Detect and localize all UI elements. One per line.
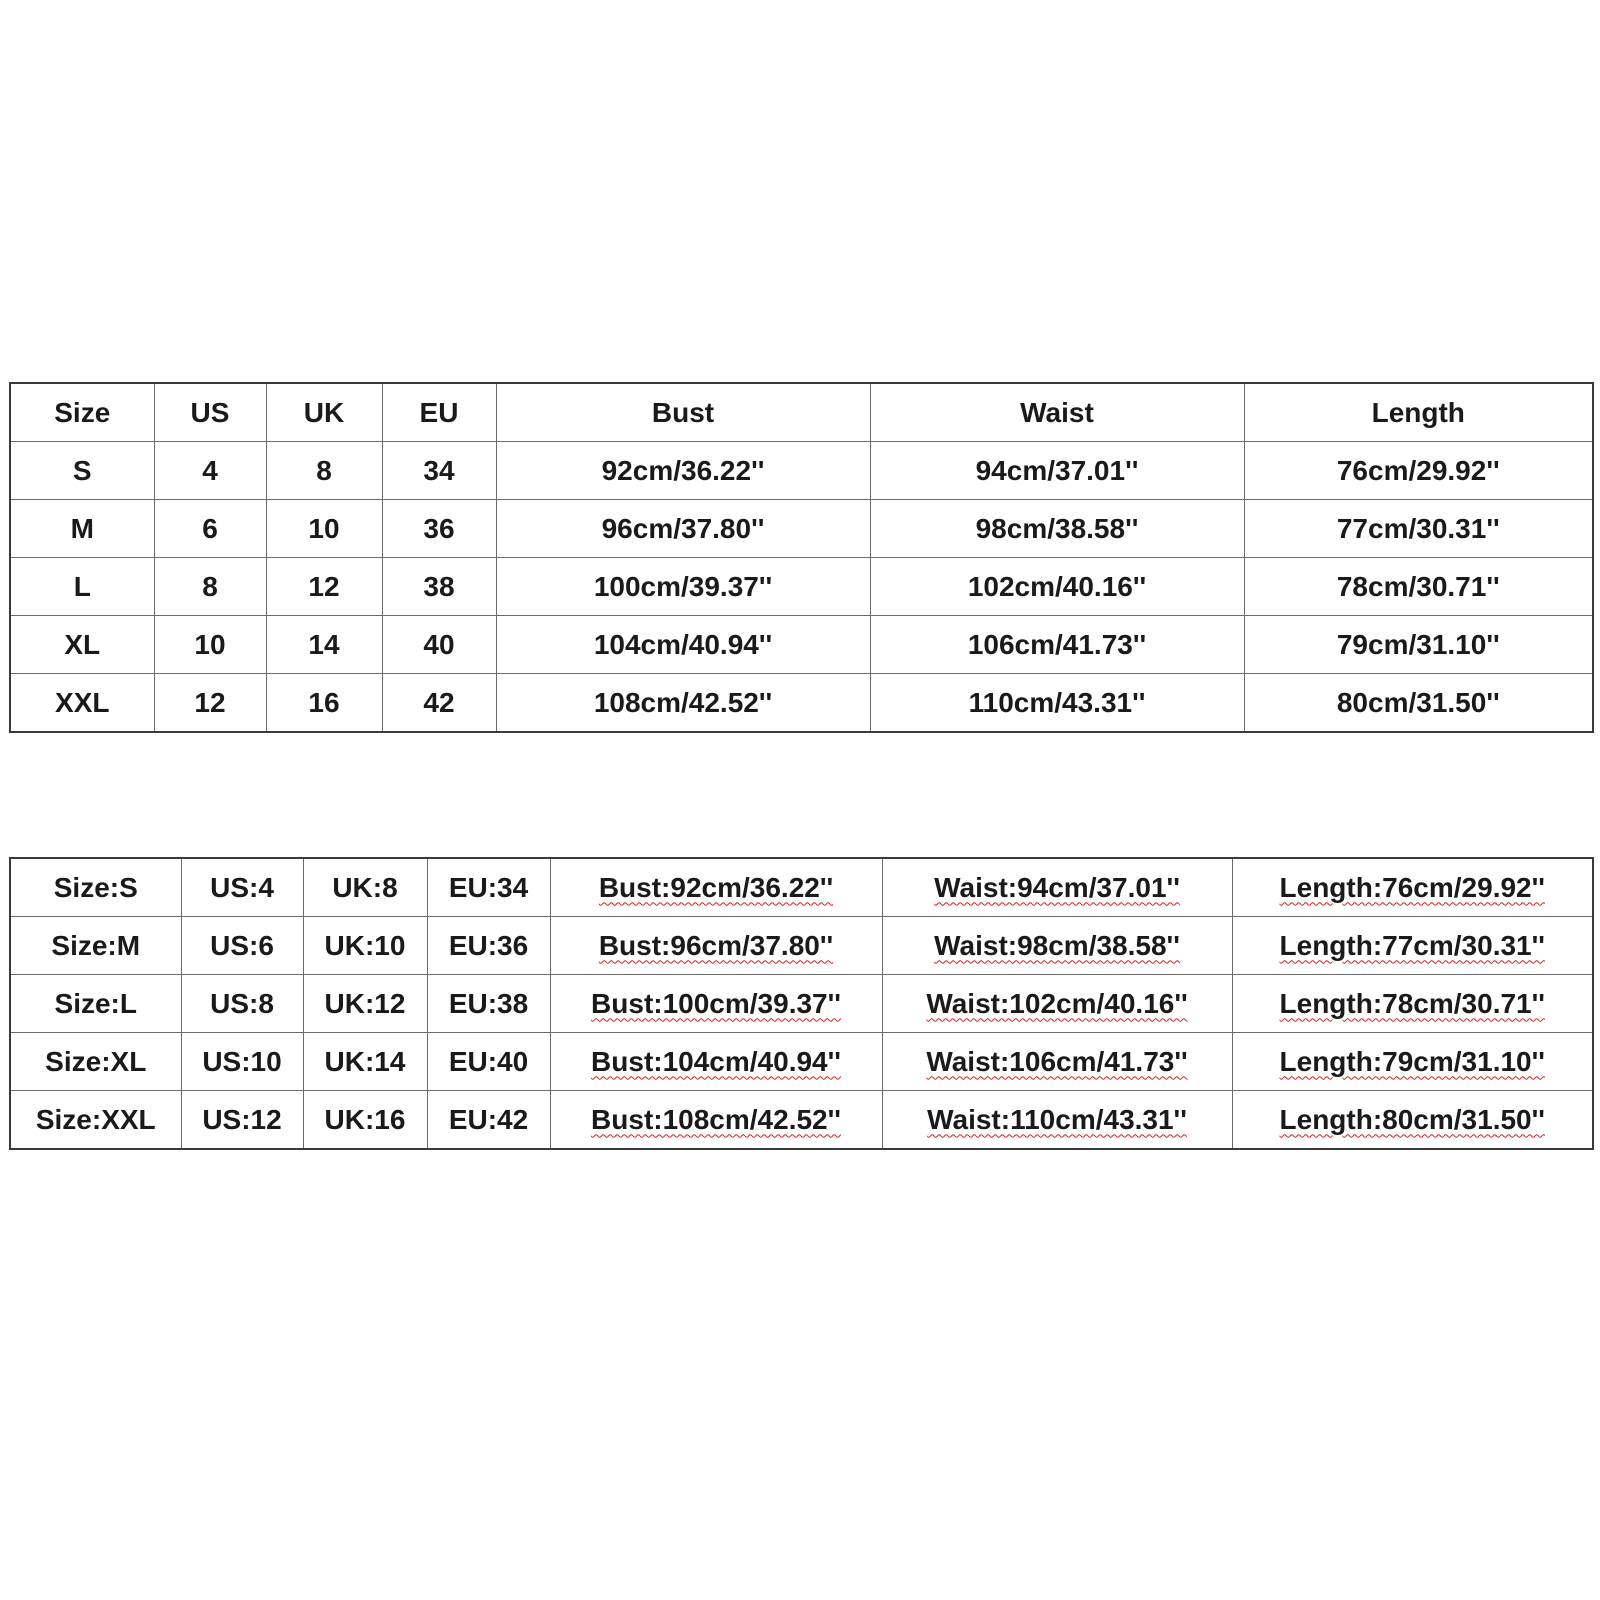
cell-us: 4 <box>154 442 266 500</box>
cell-bust: 108cm/42.52'' <box>496 674 870 733</box>
cell-length-text: Length:76cm/29.92'' <box>1279 871 1545 903</box>
cell-us: US:6 <box>181 917 303 975</box>
cell-length: 76cm/29.92'' <box>1244 442 1593 500</box>
cell-uk: 16 <box>266 674 382 733</box>
table-row <box>10 975 1593 1033</box>
cell-uk: UK:12 <box>303 975 427 1033</box>
cell-us: US:12 <box>181 1091 303 1150</box>
cell-waist: 106cm/41.73'' <box>870 616 1244 674</box>
cell-us: 10 <box>154 616 266 674</box>
cell-size: XL <box>10 616 154 674</box>
cell-bust-text: Bust:92cm/36.22'' <box>598 871 834 903</box>
cell-size: Size:M <box>10 917 181 975</box>
cell-length: 77cm/30.31'' <box>1244 500 1593 558</box>
cell-uk: UK:8 <box>303 858 427 917</box>
header-size: Size <box>10 383 154 442</box>
cell-eu: 40 <box>382 616 496 674</box>
cell-length: 78cm/30.71'' <box>1244 558 1593 616</box>
cell-length <box>1232 858 1593 917</box>
cell-waist <box>882 858 1232 917</box>
cell-size: Size:XXL <box>10 1091 181 1150</box>
cell-bust <box>550 858 882 917</box>
table-row <box>10 442 1593 500</box>
cell-us: 12 <box>154 674 266 733</box>
cell-length: 80cm/31.50'' <box>1244 674 1593 733</box>
cell-bust-text: Bust:100cm/39.37'' <box>591 987 841 1019</box>
table-row <box>10 917 1593 975</box>
cell-bust <box>550 1091 882 1150</box>
cell-length: 79cm/31.10'' <box>1244 616 1593 674</box>
cell-length-text: Length:79cm/31.10'' <box>1279 1045 1545 1077</box>
cell-waist <box>882 975 1232 1033</box>
cell-eu: 42 <box>382 674 496 733</box>
cell-uk: 10 <box>266 500 382 558</box>
cell-waist-text: Waist:110cm/43.31'' <box>927 1103 1187 1135</box>
header-row <box>10 383 1593 442</box>
cell-length <box>1232 1091 1593 1150</box>
header-us: US <box>154 383 266 442</box>
cell-eu: EU:34 <box>427 858 550 917</box>
cell-bust: 96cm/37.80'' <box>496 500 870 558</box>
cell-bust <box>550 1033 882 1091</box>
cell-uk: UK:14 <box>303 1033 427 1091</box>
header-eu: EU <box>382 383 496 442</box>
header-bust: Bust <box>496 383 870 442</box>
cell-bust: 104cm/40.94'' <box>496 616 870 674</box>
cell-eu: 38 <box>382 558 496 616</box>
cell-waist-text: Waist:98cm/38.58'' <box>934 929 1180 961</box>
header-waist: Waist <box>870 383 1244 442</box>
cell-waist: 94cm/37.01'' <box>870 442 1244 500</box>
cell-waist: 102cm/40.16'' <box>870 558 1244 616</box>
cell-us: US:10 <box>181 1033 303 1091</box>
table-row <box>10 674 1593 733</box>
cell-uk: UK:16 <box>303 1091 427 1150</box>
cell-eu: 34 <box>382 442 496 500</box>
cell-us: US:4 <box>181 858 303 917</box>
cell-eu: 36 <box>382 500 496 558</box>
cell-size: L <box>10 558 154 616</box>
cell-size: Size:XL <box>10 1033 181 1091</box>
cell-uk: 12 <box>266 558 382 616</box>
cell-bust <box>550 917 882 975</box>
cell-uk: 14 <box>266 616 382 674</box>
size-table-labeled <box>9 857 1594 1150</box>
header-uk: UK <box>266 383 382 442</box>
table-row <box>10 558 1593 616</box>
table-row <box>10 1033 1593 1091</box>
cell-eu: EU:42 <box>427 1091 550 1150</box>
cell-us: US:8 <box>181 975 303 1033</box>
cell-waist: 110cm/43.31'' <box>870 674 1244 733</box>
cell-length <box>1232 917 1593 975</box>
cell-size: Size:L <box>10 975 181 1033</box>
cell-bust-text: Bust:108cm/42.52'' <box>591 1103 841 1135</box>
table-row <box>10 858 1593 917</box>
cell-us: 6 <box>154 500 266 558</box>
cell-eu: EU:38 <box>427 975 550 1033</box>
size-table-columns <box>9 382 1594 733</box>
cell-waist <box>882 917 1232 975</box>
cell-uk: UK:10 <box>303 917 427 975</box>
header-length: Length <box>1244 383 1593 442</box>
cell-length-text: Length:78cm/30.71'' <box>1279 987 1545 1019</box>
table-row <box>10 1091 1593 1150</box>
cell-length-text: Length:77cm/30.31'' <box>1279 929 1545 961</box>
cell-bust <box>550 975 882 1033</box>
cell-waist <box>882 1091 1232 1150</box>
table-row <box>10 500 1593 558</box>
cell-size: S <box>10 442 154 500</box>
cell-size: M <box>10 500 154 558</box>
cell-length <box>1232 1033 1593 1091</box>
cell-length <box>1232 975 1593 1033</box>
cell-bust-text: Bust:96cm/37.80'' <box>598 929 834 961</box>
cell-bust: 100cm/39.37'' <box>496 558 870 616</box>
cell-size: XXL <box>10 674 154 733</box>
cell-waist <box>882 1033 1232 1091</box>
cell-uk: 8 <box>266 442 382 500</box>
cell-bust-text: Bust:104cm/40.94'' <box>591 1045 841 1077</box>
cell-size: Size:S <box>10 858 181 917</box>
cell-eu: EU:36 <box>427 917 550 975</box>
cell-length-text: Length:80cm/31.50'' <box>1279 1103 1545 1135</box>
cell-us: 8 <box>154 558 266 616</box>
cell-waist-text: Waist:94cm/37.01'' <box>934 871 1180 903</box>
cell-waist-text: Waist:106cm/41.73'' <box>926 1045 1188 1077</box>
cell-eu: EU:40 <box>427 1033 550 1091</box>
cell-bust: 92cm/36.22'' <box>496 442 870 500</box>
cell-waist-text: Waist:102cm/40.16'' <box>926 987 1188 1019</box>
table-row <box>10 616 1593 674</box>
cell-waist: 98cm/38.58'' <box>870 500 1244 558</box>
